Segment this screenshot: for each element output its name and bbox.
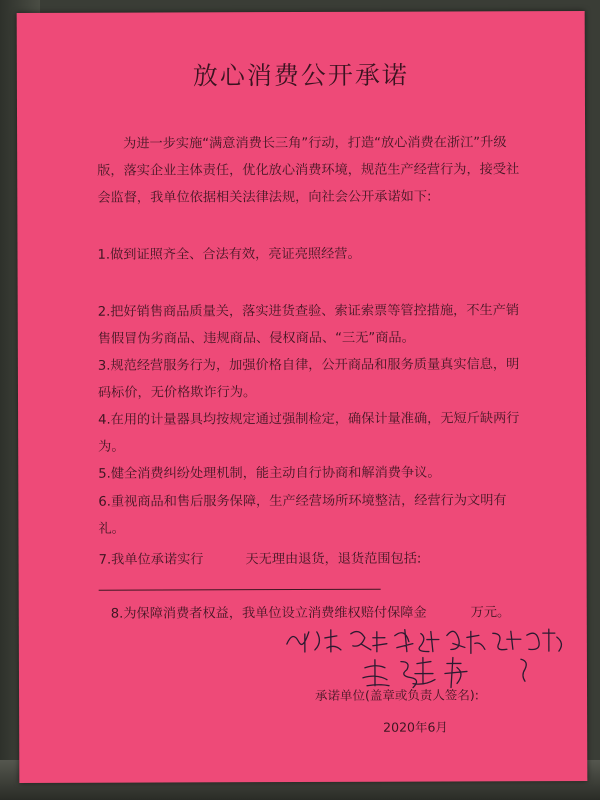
document-title: 放心消费公开承诺 xyxy=(192,60,409,91)
item8-text-end: 万元。 xyxy=(470,605,511,621)
pledge-item-1: 1.做到证照齐全、合法有效，亮证亮照经营。 xyxy=(97,246,361,263)
return-scope-blank xyxy=(99,575,381,591)
pledger-label: 承诺单位(盖章或负责人签名): xyxy=(315,687,480,703)
item7-text-end: 天无理由退货，退货范围包括: xyxy=(245,551,422,568)
pledge-item-7 xyxy=(99,545,529,601)
pledge-item-4: 4.在用的计量器具均按规定通过强制检定，确保计量准确，无短斤缺两行为。 xyxy=(98,411,520,455)
pledge-item-6: 6.重视商品和售后服务保障，生产经营场所环境整洁，经营行为文明有礼。 xyxy=(98,493,507,537)
pledge-item-3: 3.规范经营服务行为，加强价格自律，公开商品和服务质量真实信息，明码标价，无价格欺诈行为。 xyxy=(97,357,520,401)
item8-text-start: 8.为保障消费者权益，我单位设立消费维权赔付保障金 xyxy=(110,605,427,622)
intro-paragraph: 为进一步实施“满意消费长三角”行动，打造“放心消费在浙江”升级版，落实企业主体责任，优化放心消费环境，规范生产经营行为，接受社会监督，我单位依据相关法律法规，向社会公开承诺如下: xyxy=(97,135,520,206)
pledge-item-5: 5.健全消费纠纷处理机制，能主动自行协商和解消费争议。 xyxy=(98,465,441,482)
pledge-date: 2020年6月 xyxy=(383,719,448,735)
pledge-item-2: 2.把好销售商品质量关，落实进货查验、索证索票等管控措施，不生产销售假冒伪劣商品、违规商品、侵权商品、“三无”商品。 xyxy=(97,303,520,347)
item7-text-start: 7.我单位承诺实行 xyxy=(98,552,204,568)
pledge-document xyxy=(17,11,588,783)
